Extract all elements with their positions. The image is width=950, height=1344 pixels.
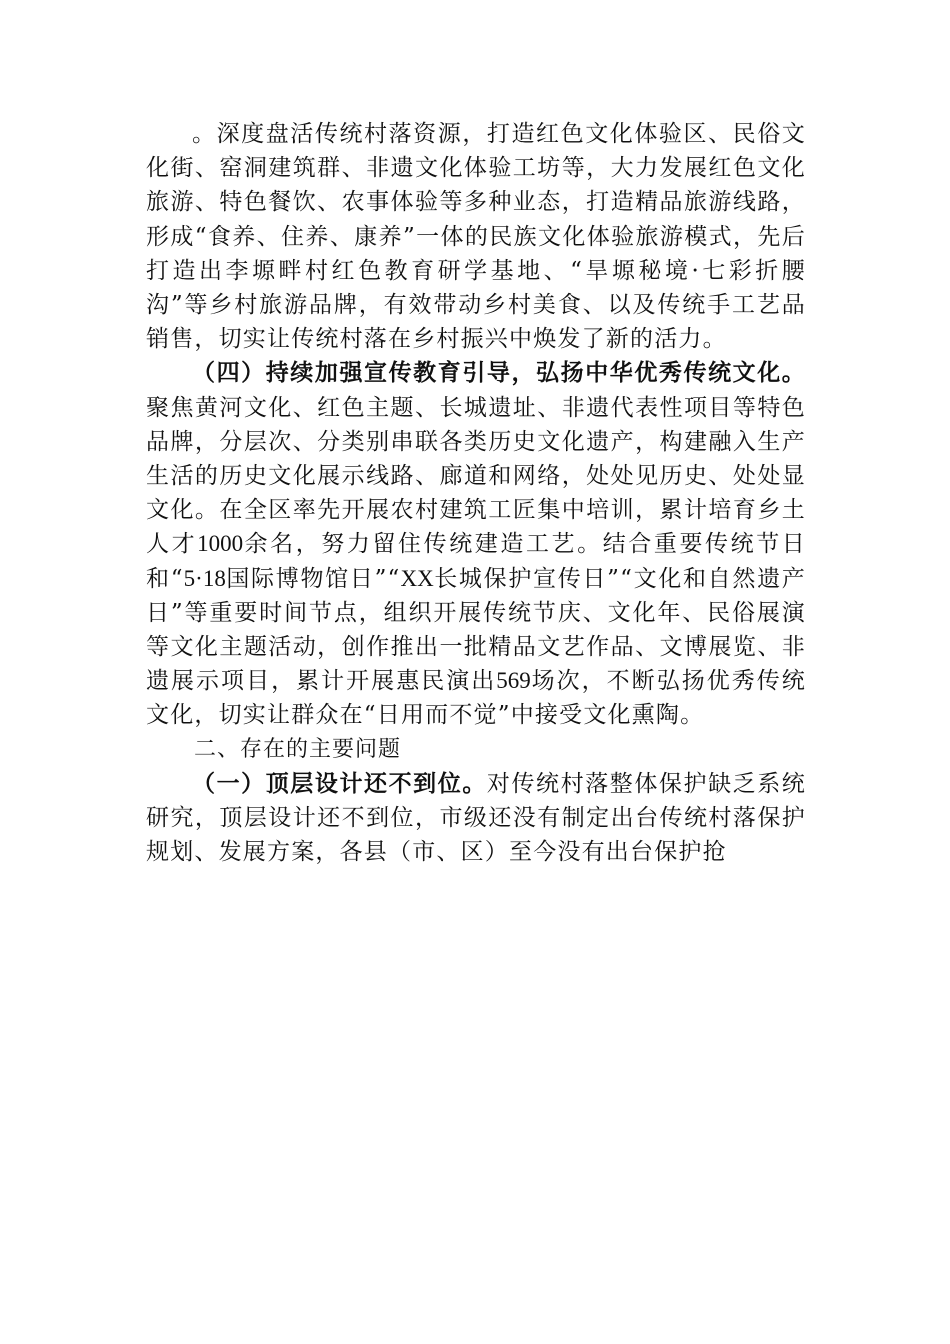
paragraph-top-level-design: [146, 767, 806, 870]
placeholder-xx: XX: [400, 565, 434, 591]
paragraph-text: 。深度盘活传统村落资源，打造红色文化体验区、民俗文化街、窑洞建筑群、非遗文化体验工坊等，大力发展红色文化旅游、特色餐饮、农事体验等多种业态，打造精品旅游线路，形成“食养、住养、康养”一体的民族文化体验旅游模式，先后打造出李塬畔村红色教育研学基地、“旱塬秘境·七彩折腰沟”等乡村旅游品牌，有效带动乡村美食、以及传统手工艺品销售，切实让传统村落在乡村振兴中焕发了新的活力。: [146, 121, 806, 353]
paragraph-text: 长城保护宣传日”“文化和自然遗产日”等重要时间节点，组织开展传统节庆、文化年、民俗展演等文化主题活动，创作推出一批精品文艺作品、文博展览、非遗展示项目，累计开展惠民演出: [146, 565, 806, 695]
number-talents: 1000: [197, 531, 244, 557]
section-heading: 二、存在的主要问题: [194, 736, 402, 762]
paragraph-village-tourism: [146, 117, 806, 356]
date-museum-day: 5·18: [183, 565, 226, 591]
number-performances: 569: [496, 668, 531, 694]
paragraph-lead-heading: （四）持续加强宣传教育引导，弘扬中华优秀传统文化。: [192, 359, 806, 387]
paragraph-text: 场次，不断弘扬优秀传统文化，切实让群众在“日用而不觉”中接受文化熏陶。: [146, 668, 806, 729]
paragraph-text: 国际博物馆日”“: [225, 565, 401, 592]
paragraph-text: 余名，努力留住传统建造工艺。结合重要传统节日和“: [146, 531, 806, 592]
paragraph-text: 对传统村落整体保护缺乏系统研究，顶层设计还不到位，市级还没有制定出台传统村落保护规划、发展方案，各县（市、区）至今没有出台保护抢: [146, 770, 806, 866]
document-page: [146, 117, 806, 869]
paragraph-lead-heading: （一）顶层设计还不到位。: [192, 769, 487, 797]
paragraph-publicity-education: [146, 356, 806, 732]
paragraph-text: 聚焦黄河文化、红色主题、长城遗址、非遗代表性项目等特色品牌，分层次、分类别串联各类历史文化遗产，构建融入生产生活的历史文化展示线路、廊道和网络，处处见历史、处处显文化。在全区率先开展农村建筑工匠集中培训，累计培育乡土人才: [146, 394, 806, 558]
